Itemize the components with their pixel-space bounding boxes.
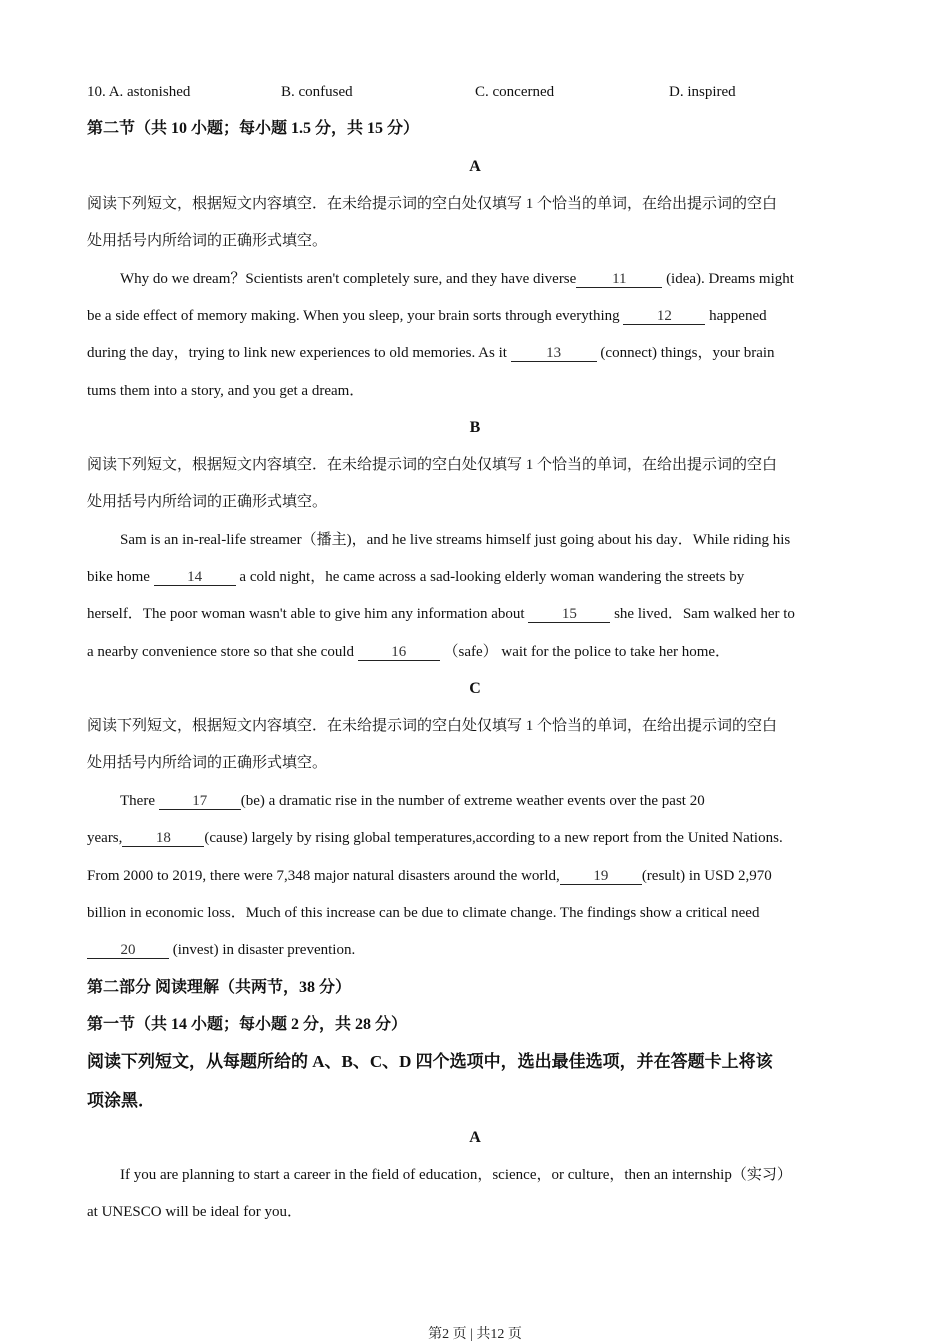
reading-instruction-line2: 项涂黑． (87, 1091, 155, 1110)
passage-c-line4: billion in economic loss．Much of this increase can be due to climate change. The findings show a critical need (87, 905, 760, 921)
blank-11[interactable]: 11 (576, 271, 662, 288)
q10-option-b: B. confused (281, 84, 353, 100)
passage-c-line5: 20 (invest) in disaster prevention. (87, 940, 355, 960)
blank-19[interactable]: 19 (560, 868, 642, 885)
passage-c-line2: years, 18 (cause) largely by rising global temperatures,according to a new report from the United Nations. (87, 830, 783, 846)
passage-b-line2: bike home 14 a cold night，he came across a sad-looking elderly woman wandering the streets by (87, 569, 745, 585)
passage-b-line3: herself．The poor woman wasn't able to give him any information about 15 she lived．Sam walked her to (87, 606, 795, 622)
passage-b-line4: a nearby convenience store so that she could 16 （safe） wait for the police to take her home． (87, 644, 731, 660)
blank-17[interactable]: 17 (159, 793, 241, 810)
blank-13[interactable]: 13 (511, 345, 597, 362)
instruction-b-line2: 处用括号内所给词的正确形式填空。 (87, 494, 328, 510)
instruction-a-line1: 阅读下列短文，根据短文内容填空．在未给提示词的空白处仅填写 1 个恰当的单词，在给出提示词的空白 (87, 196, 778, 212)
blank-15[interactable]: 15 (528, 606, 610, 623)
instruction-c-line1: 阅读下列短文，根据短文内容填空．在未给提示词的空白处仅填写 1 个恰当的单词，在给出提示词的空白 (87, 718, 778, 734)
instruction-c-line2: 处用括号内所给词的正确形式填空。 (87, 755, 328, 771)
reading-passage-a-label: A (469, 1129, 481, 1146)
passage-b-label: B (469, 419, 481, 436)
passage-b-line1: Sam is an in-real-life streamer（播主)，and he live streams himself just going about his day．While riding his (120, 532, 791, 548)
passage-a-line4: tums them into a story, and you get a dream． (87, 383, 365, 399)
passage-a-label: A (469, 158, 481, 175)
passage-c-line3: From 2000 to 2019, there were 7,348 major natural disasters around the world, 19 (result) in USD 2,970 (87, 868, 772, 884)
page-footer: 第2 页 | 共12 页 (428, 1327, 522, 1342)
reading-instruction-line1: 阅读下列短文，从每题所给的 A、B、C、D 四个选项中，选出最佳选项，并在答题卡上将该 (87, 1052, 773, 1071)
passage-a-line2: be a side effect of memory making. When you sleep, your brain sorts through everything 12 happened (87, 308, 767, 324)
part2-title: 第二部分 阅读理解（共两节，38 分） (87, 979, 352, 996)
instruction-a-line2: 处用括号内所给词的正确形式填空。 (87, 233, 328, 249)
passage-a-line1: Why do we dream？Scientists aren't completely sure, and they have diverse 11 (idea). Dreams might (120, 271, 794, 287)
reading-passage-a-line1: If you are planning to start a career in the field of education，science，or culture，then an internship（实习） (120, 1167, 792, 1183)
instruction-b-line1: 阅读下列短文，根据短文内容填空．在未给提示词的空白处仅填写 1 个恰当的单词，在给出提示词的空白 (87, 457, 778, 473)
blank-14[interactable]: 14 (154, 569, 236, 586)
q10-option-d: D. inspired (669, 84, 736, 100)
section1-title: 第一节（共 14 小题；每小题 2 分，共 28 分） (87, 1016, 408, 1033)
passage-a-line3: during the day，trying to link new experiences to old memories. As it 13 (connect) things，your brain (87, 345, 775, 361)
blank-12[interactable]: 12 (623, 308, 705, 325)
q10-option-c: C. concerned (475, 84, 555, 100)
blank-18[interactable]: 18 (122, 830, 204, 847)
reading-passage-a-line2: at UNESCO will be ideal for you． (87, 1204, 302, 1220)
passage-c-line1: There 17 (be) a dramatic rise in the number of extreme weather events over the past 20 (120, 793, 705, 809)
section2-title: 第二节（共 10 小题；每小题 1.5 分，共 15 分） (87, 120, 420, 137)
blank-16[interactable]: 16 (358, 644, 440, 661)
blank-20[interactable]: 20 (87, 942, 169, 959)
q10-option-a: 10. A. astonished (87, 84, 191, 100)
passage-c-label: C (469, 680, 481, 697)
